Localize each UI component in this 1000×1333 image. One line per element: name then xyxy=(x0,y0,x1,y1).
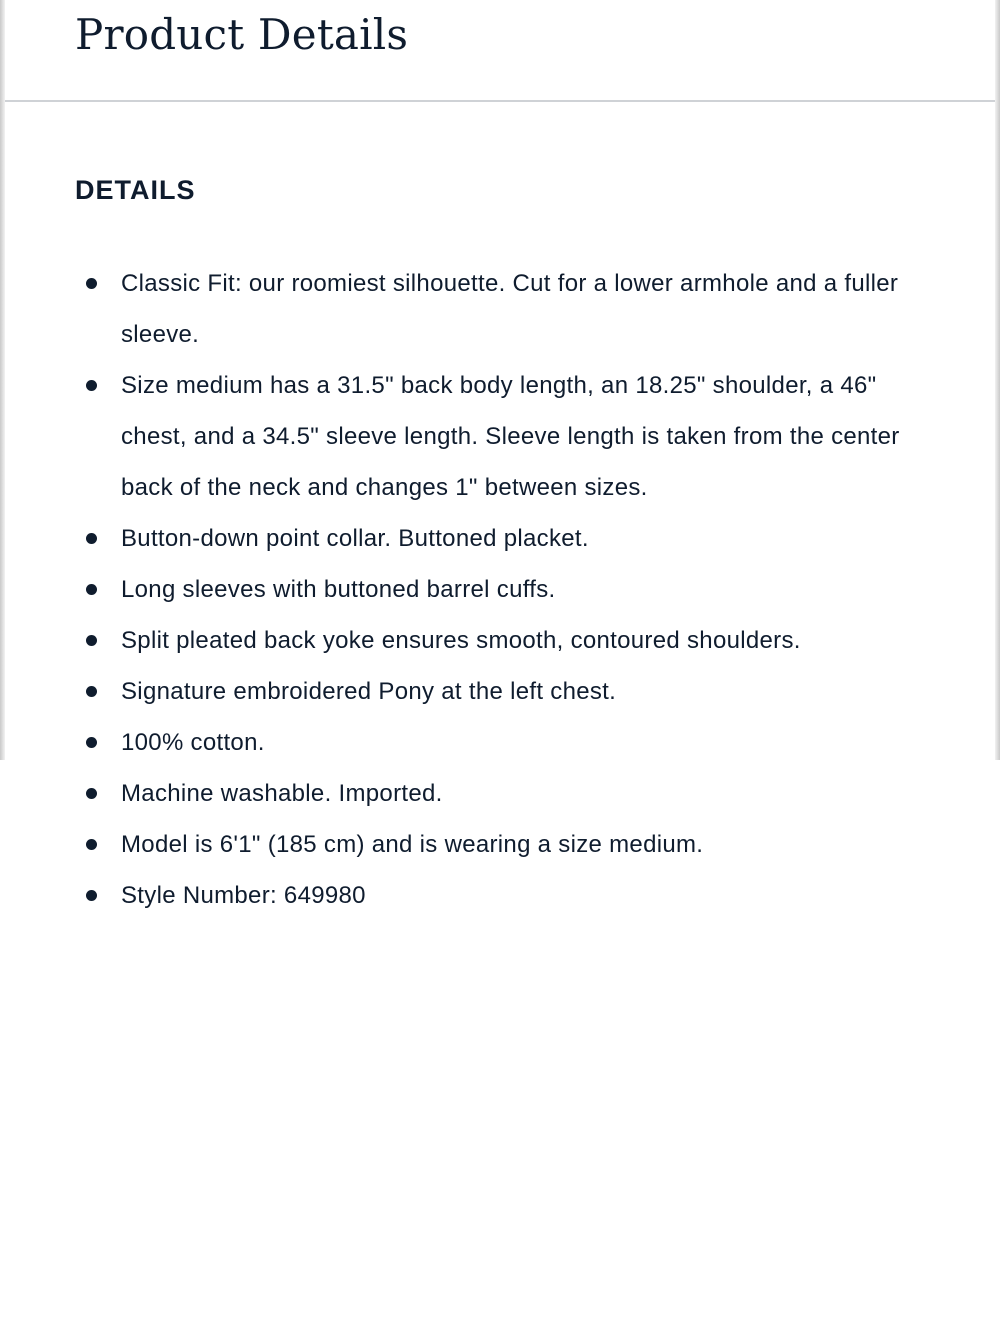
panel-header xyxy=(5,0,995,102)
list-item-text: Size medium has a 31.5" back body length, an 18.25" shoulder, a 46" chest, and a 34.5" sleeve length. Sleeve length is taken from the center back of the neck and changes 1" between sizes. xyxy=(121,372,900,501)
list-item xyxy=(0,717,1000,768)
list-item-text: 100% cotton. xyxy=(121,729,265,756)
list-item-text: Button-down point collar. Buttoned placket. xyxy=(121,525,589,552)
list-item-text: Model is 6'1" (185 cm) and is wearing a size medium. xyxy=(121,831,704,858)
details-heading: DETAILS xyxy=(75,175,196,205)
bullet-icon xyxy=(86,380,97,391)
list-item-text: Split pleated back yoke ensures smooth, contoured shoulders. xyxy=(121,627,801,654)
list-item-text: Machine washable. Imported. xyxy=(121,780,443,807)
bullet-icon xyxy=(86,788,97,799)
list-item xyxy=(0,564,1000,615)
list-item xyxy=(0,666,1000,717)
bullet-icon xyxy=(86,635,97,646)
list-item xyxy=(0,513,1000,564)
list-item-text: Style Number: 649980 xyxy=(121,882,366,909)
list-item xyxy=(0,360,1000,513)
bullet-icon xyxy=(86,737,97,748)
list-item xyxy=(0,615,1000,666)
list-item xyxy=(0,819,1000,870)
bullet-icon xyxy=(86,533,97,544)
list-item-text: Long sleeves with buttoned barrel cuffs. xyxy=(121,576,556,603)
bullet-icon xyxy=(86,278,97,289)
page-title: Product Details xyxy=(75,10,409,59)
bullet-icon xyxy=(86,584,97,595)
bullet-icon xyxy=(86,839,97,850)
list-item xyxy=(0,768,1000,819)
list-item xyxy=(0,258,1000,360)
list-item xyxy=(0,870,1000,921)
list-item-text: Classic Fit: our roomiest silhouette. Cut for a lower armhole and a fuller sleeve. xyxy=(121,270,899,348)
list-item-text: Signature embroidered Pony at the left chest. xyxy=(121,678,617,705)
bullet-icon xyxy=(86,890,97,901)
details-list xyxy=(0,258,1000,921)
bullet-icon xyxy=(86,686,97,697)
